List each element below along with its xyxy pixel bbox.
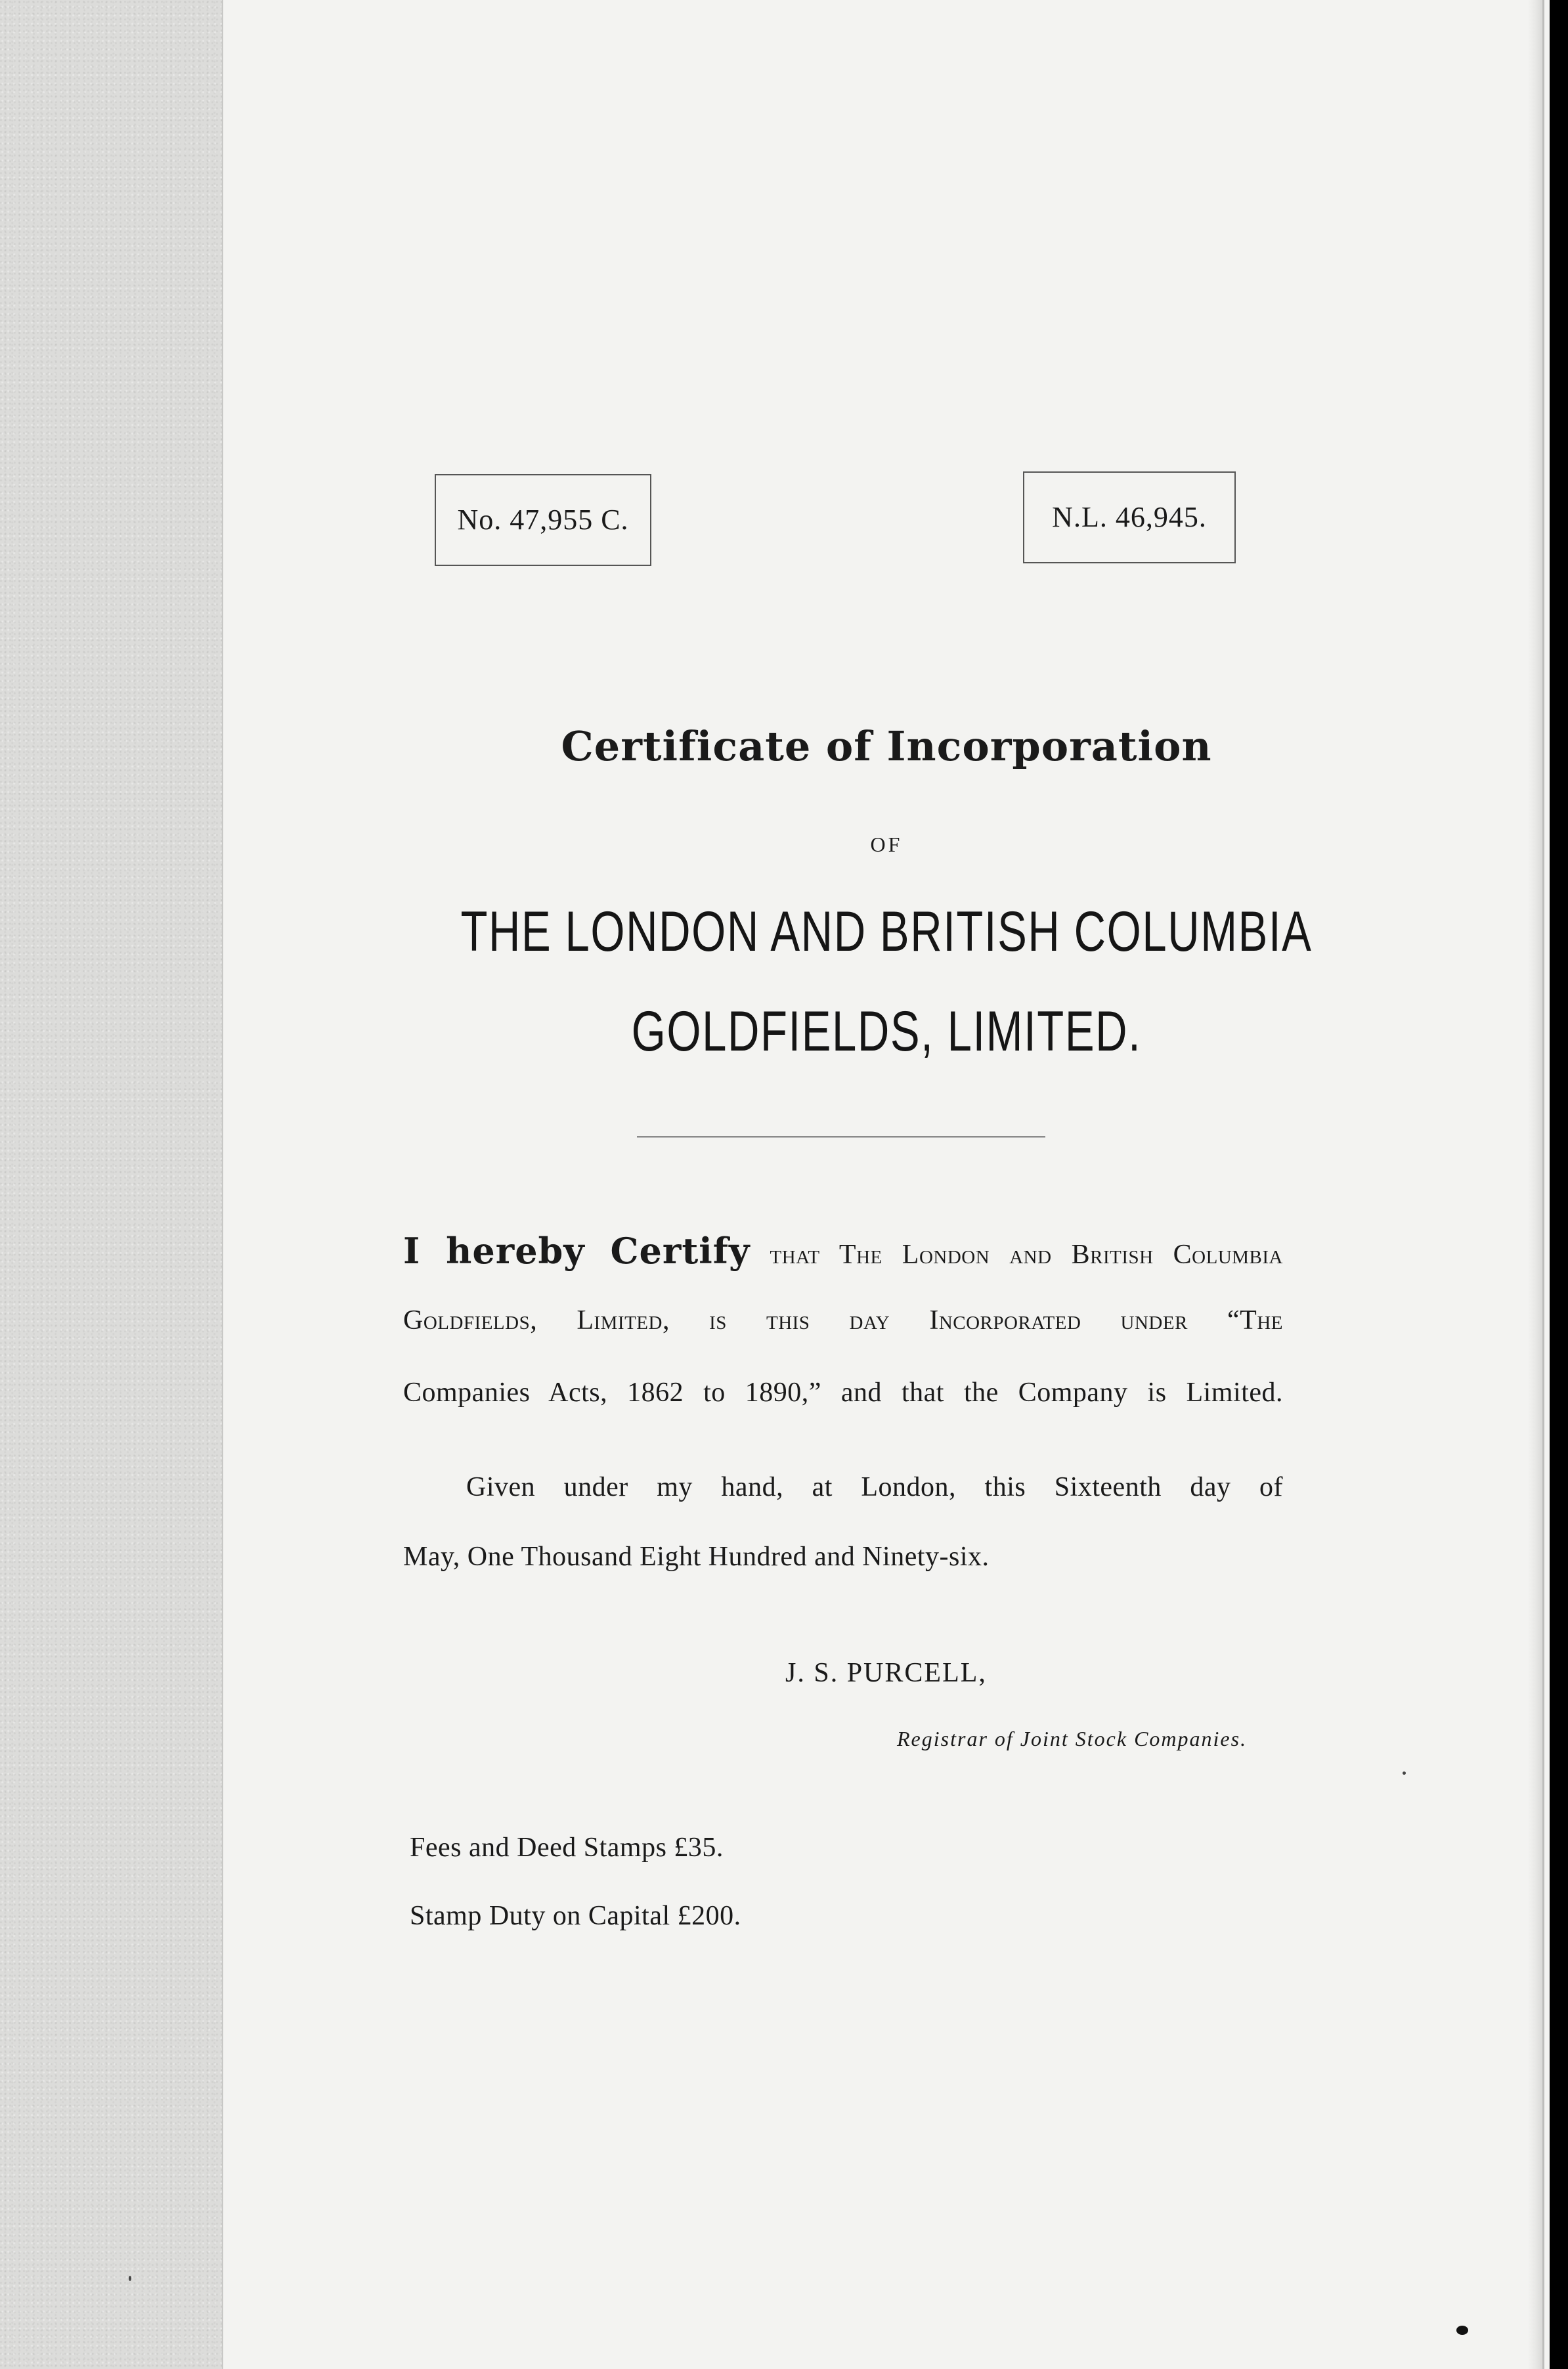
scan-speck [129, 2276, 131, 2281]
reference-number-box: N.L. 46,945. [1023, 471, 1236, 563]
company-name-line2: GOLDFIELDS, LIMITED. [631, 1000, 1142, 1063]
certify-opening: I hereby Certify [403, 1230, 751, 1272]
scan-speck [1456, 2326, 1468, 2335]
signatory-title: Registrar of Joint Stock Companies. [897, 1727, 1248, 1750]
certify-line2: Goldfields, Limited, is this day Incorporated under “The [403, 1305, 1283, 1336]
scan-speck [1403, 1771, 1406, 1775]
stamp-duty-line: Stamp Duty on Capital £200. [410, 1901, 741, 1931]
fees-line: Fees and Deed Stamps £35. [410, 1833, 724, 1863]
signatory-name: J. S. PURCELL, [785, 1658, 987, 1688]
certify-line1-text: that The London and British Columbia [770, 1240, 1284, 1270]
registration-number-box: No. 47,955 C. [435, 474, 651, 566]
company-name-line1: THE LONDON AND BRITISH COLUMBIA [460, 900, 1313, 963]
certify-line1 [403, 1215, 1283, 1291]
binding-stub [0, 0, 223, 2369]
certificate-heading: Certificate of Incorporation [561, 722, 1212, 770]
given-line2: May, One Thousand Eight Hundred and Ninety-six. [403, 1542, 990, 1572]
given-line1: Given under my hand, at London, this Sixteenth day of [466, 1472, 1283, 1502]
page-edge [1528, 0, 1544, 2369]
document-page [223, 0, 1550, 2369]
heading-of: OF [870, 833, 903, 856]
divider-rule [637, 1136, 1045, 1138]
certify-line3: Companies Acts, 1862 to 1890,” and that the Company is Limited. [403, 1378, 1283, 1408]
